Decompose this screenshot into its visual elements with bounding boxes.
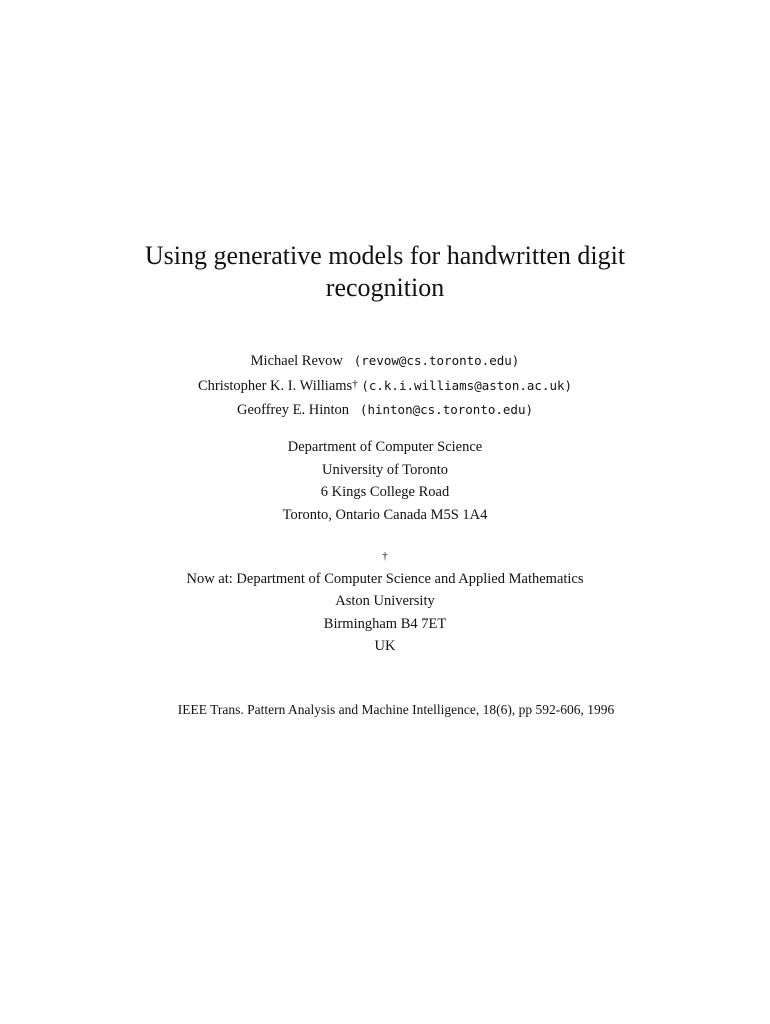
footnote-mark: † xyxy=(382,550,388,562)
footnote-mark: † xyxy=(352,378,358,390)
paper-title-line-2: recognition xyxy=(325,273,445,302)
author-email: (revow@cs.toronto.edu) xyxy=(353,353,520,368)
affiliation-line: Department of Computer Science xyxy=(287,439,483,455)
author-list xyxy=(0,349,770,422)
author-line xyxy=(0,349,770,373)
author-email: (hinton@cs.toronto.edu) xyxy=(359,402,534,417)
author-name: Michael Revow xyxy=(250,353,343,369)
current-affiliation-block xyxy=(0,545,770,658)
current-affiliation-line: Birmingham B4 7ET xyxy=(323,615,447,632)
publication-reference: IEEE Trans. Pattern Analysis and Machine Intelligence, 18(6), pp 592-606, 1996 xyxy=(177,702,615,717)
affiliation-block xyxy=(0,436,770,526)
author-line xyxy=(0,398,770,422)
affiliation-line: University of Toronto xyxy=(322,461,448,478)
author-email: (c.k.i.williams@aston.ac.uk) xyxy=(361,378,573,393)
author-line xyxy=(0,373,770,398)
affiliation-line: 6 Kings College Road xyxy=(320,484,450,500)
current-affiliation-line: † Now at: Department of Computer Science and Applied Mathematics xyxy=(0,545,770,590)
paper-title xyxy=(0,240,770,304)
author-name: Geoffrey E. Hinton xyxy=(236,402,350,418)
current-affiliation-line: UK xyxy=(374,638,396,654)
current-affiliation-line: Aston University xyxy=(335,593,435,609)
affiliation-line: Toronto, Ontario Canada M5S 1A4 xyxy=(282,506,488,523)
author-name: Christopher K. I. Williams xyxy=(197,378,353,394)
paper-title-line-1: Using generative models for handwritten digit xyxy=(144,241,626,270)
